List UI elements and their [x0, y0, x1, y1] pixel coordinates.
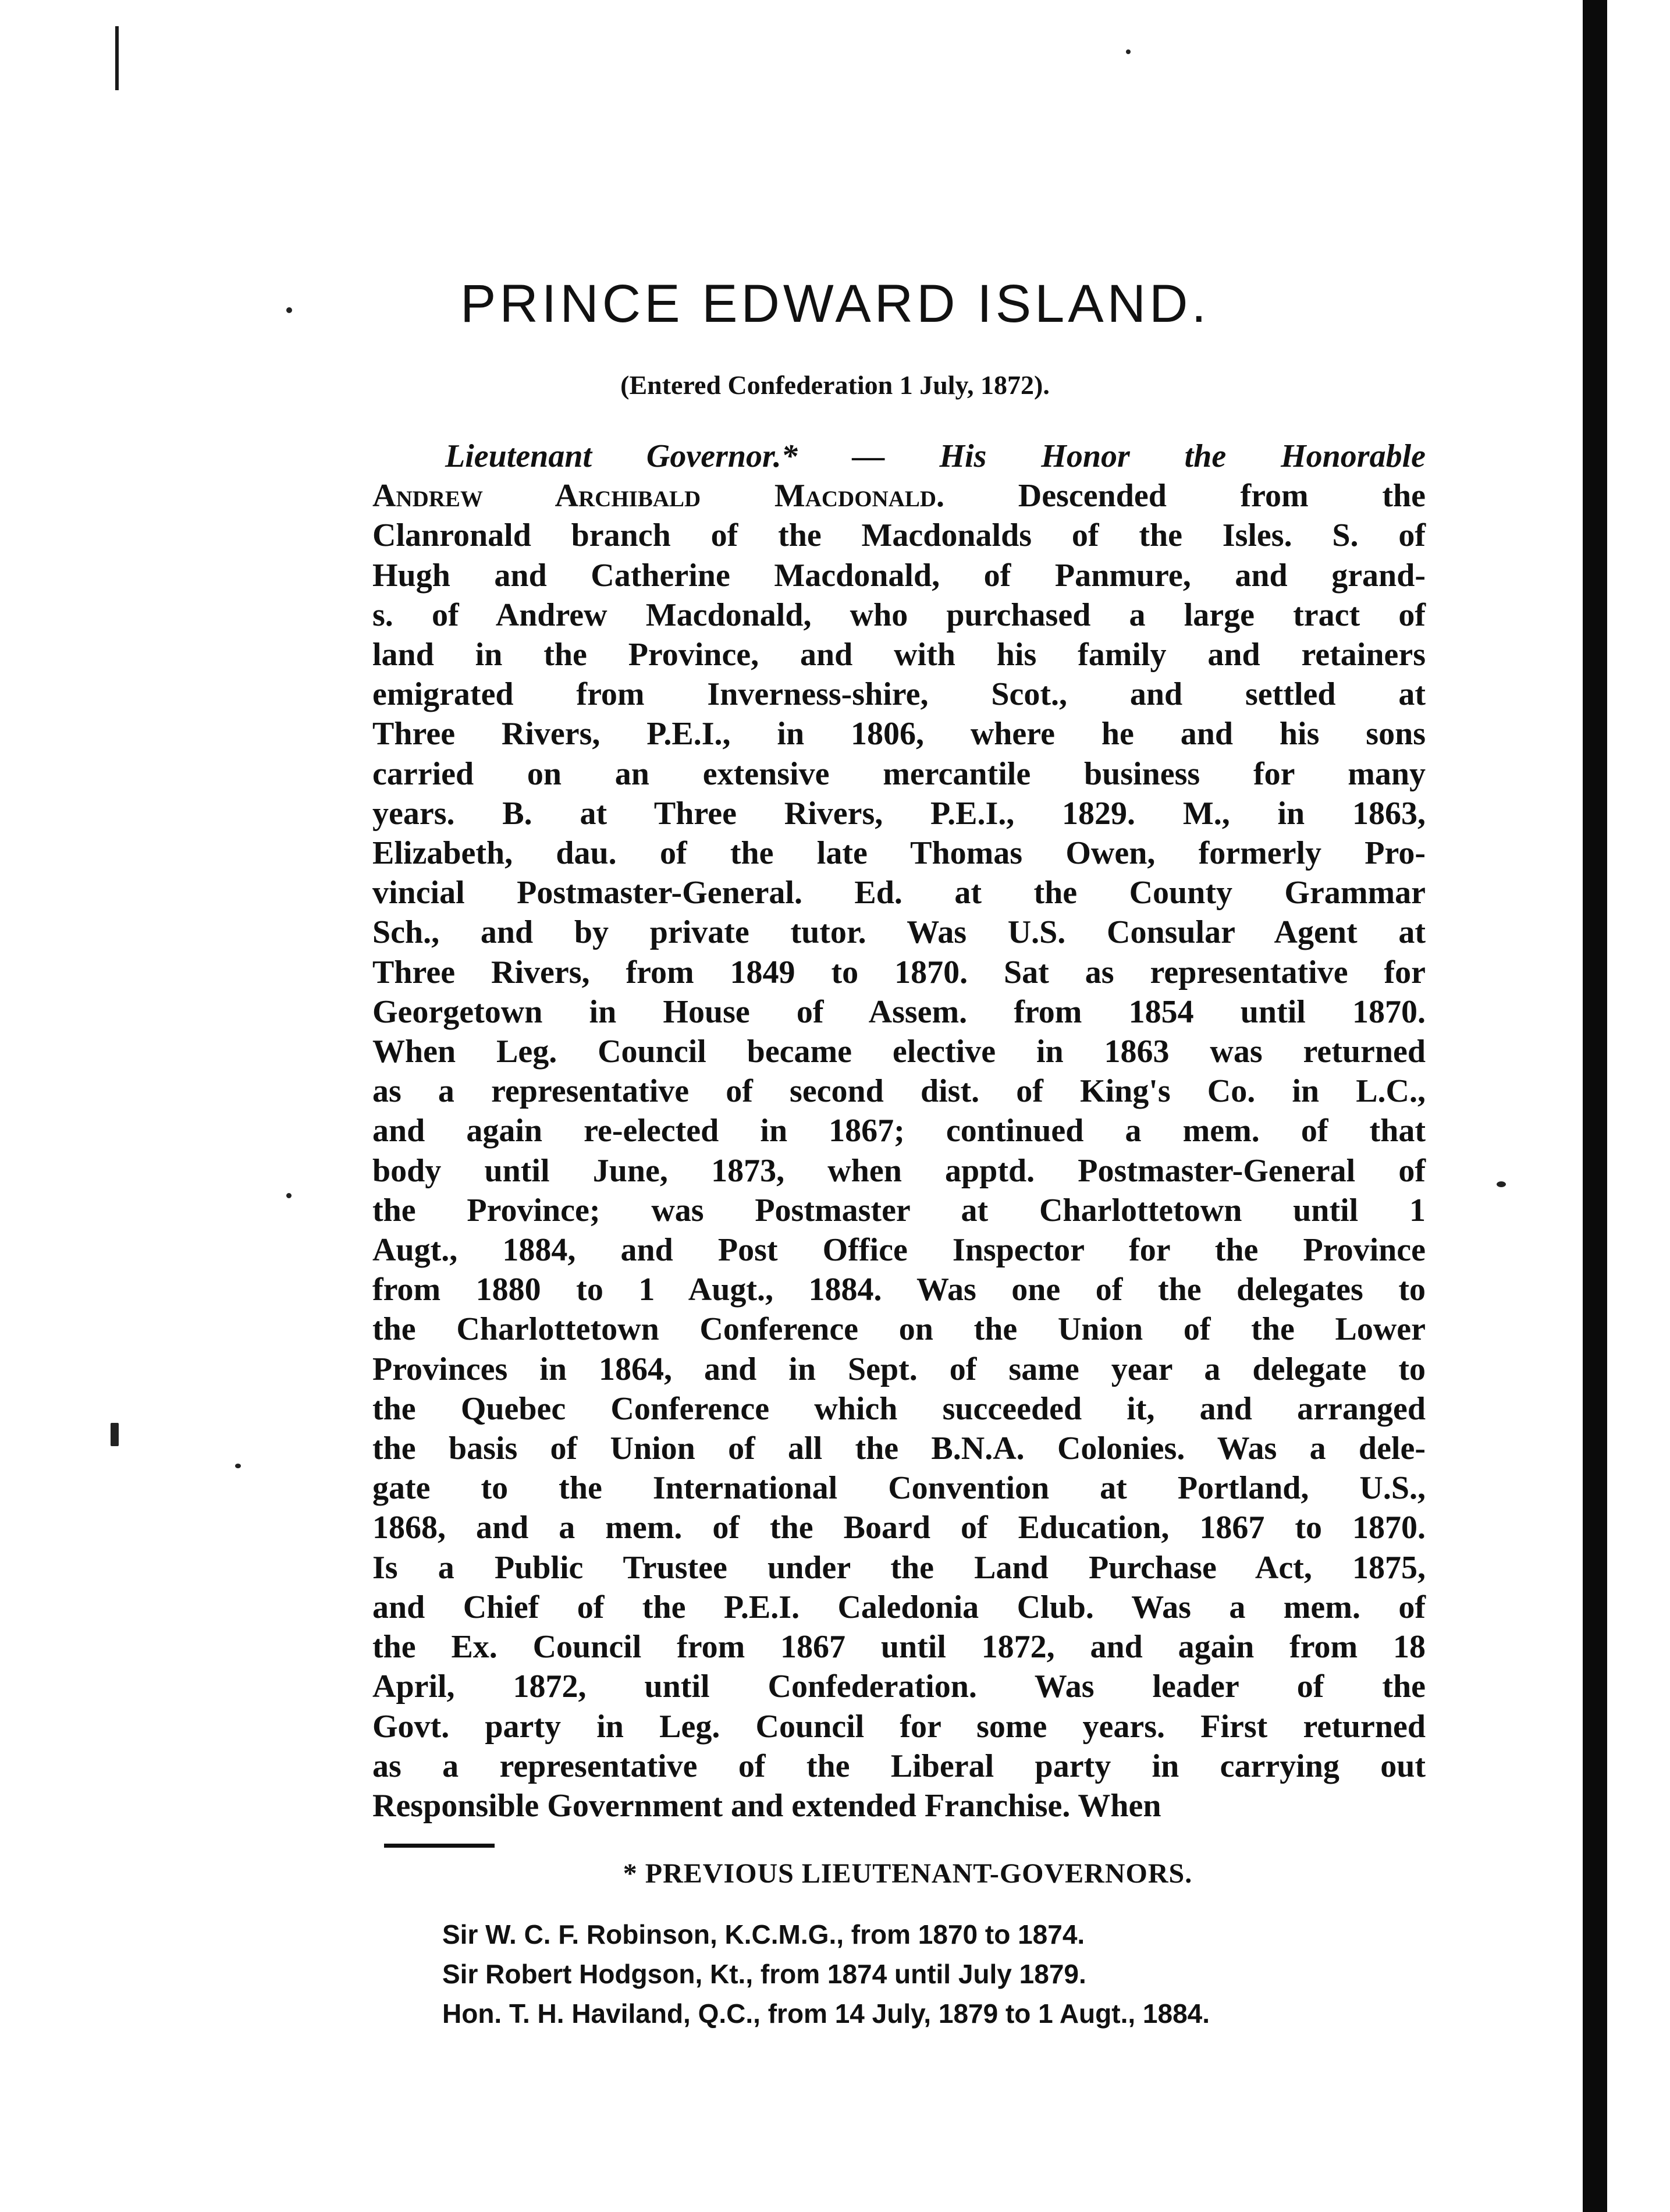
body-line: years. B. at Three Rivers, P.E.I., 1829. M., in 1863, — [372, 795, 1426, 832]
body-line: When Leg. Council became elective in 1863 was returned — [372, 1034, 1426, 1070]
scan-speck — [235, 1464, 241, 1468]
body-line: Sch., and by private tutor. Was U.S. Consular Agent at — [372, 914, 1426, 951]
body-line: Hugh and Catherine Macdonald, of Panmure, and grand- — [372, 557, 1426, 594]
footnote-item: Sir Robert Hodgson, Kt., from 1874 until July 1879. — [442, 1959, 1086, 1989]
body-line: the Quebec Conference which succeeded it, and arranged — [372, 1390, 1426, 1427]
body-line: and Chief of the P.E.I. Caledonia Club. Was a mem. of — [372, 1589, 1426, 1625]
body-line: Provinces in 1864, and in Sept. of same year a delegate to — [372, 1351, 1426, 1387]
body-line: vincial Postmaster-General. Ed. at the County Grammar — [372, 875, 1426, 911]
footnote-item: Sir W. C. F. Robinson, K.C.M.G., from 1870 to 1874. — [442, 1919, 1085, 1950]
body-line: Augt., 1884, and Post Office Inspector for the Province — [372, 1232, 1426, 1269]
body-line: Andrew Archibald Macdonald. Descended from the — [372, 478, 1426, 514]
scan-speck — [111, 1423, 119, 1446]
body-line: Georgetown in House of Assem. from 1854 until 1870. — [372, 993, 1426, 1030]
footnote-rule — [384, 1844, 495, 1848]
body-line: 1868, and a mem. of the Board of Education, 1867 to 1870. — [372, 1510, 1426, 1546]
body-line: body until June, 1873, when apptd. Postmaster-General of — [372, 1152, 1426, 1189]
body-line: the basis of Union of all the B.N.A. Colonies. Was a dele- — [372, 1430, 1426, 1467]
body-line: carried on an extensive mercantile business for many — [372, 755, 1426, 792]
body-line: April, 1872, until Confederation. Was leader of the — [372, 1668, 1426, 1705]
scan-speck — [1497, 1181, 1506, 1187]
body-line: Clanronald branch of the Macdonalds of the Isles. S. of — [372, 517, 1426, 554]
body-line: Is a Public Trustee under the Land Purchase Act, 1875, — [372, 1549, 1426, 1586]
body-line: as a representative of the Liberal party in carrying out — [372, 1748, 1426, 1784]
body-line: from 1880 to 1 Augt., 1884. Was one of the delegates to — [372, 1272, 1426, 1308]
body-line: gate to the International Convention at Portland, U.S., — [372, 1470, 1426, 1507]
biography-paragraph — [372, 436, 1426, 1826]
scan-speck — [286, 1193, 292, 1198]
body-line: Elizabeth, dau. of the late Thomas Owen, formerly Pro- — [372, 835, 1426, 872]
lead-italic-text: Lieutenant Governor.* — His Honor the Honorable — [445, 438, 1426, 474]
body-line: Three Rivers, from 1849 to 1870. Sat as representative for — [372, 954, 1426, 990]
subject-name: Andrew Archibald Macdonald. — [372, 478, 945, 514]
footnote-heading: * PREVIOUS LIEUTENANT-GOVERNORS. — [623, 1858, 1193, 1889]
scan-edge-mark — [115, 26, 119, 90]
body-line — [372, 436, 1426, 476]
body-line: emigrated from Inverness-shire, Scot., and settled at — [372, 676, 1426, 713]
body-line: and again re-elected in 1867; continued a mem. of that — [372, 1113, 1426, 1149]
body-line: as a representative of second dist. of King's Co. in L.C., — [372, 1073, 1426, 1110]
body-line: the Province; was Postmaster at Charlottetown until 1 — [372, 1192, 1426, 1229]
page-subtitle: (Entered Confederation 1 July, 1872). — [620, 370, 1050, 400]
body-line: the Ex. Council from 1867 until 1872, and again from 18 — [372, 1629, 1426, 1666]
footnote-item: Hon. T. H. Haviland, Q.C., from 14 July, 1879 to 1 Augt., 1884. — [442, 1998, 1210, 2029]
footnote-list — [442, 1915, 1431, 2033]
body-line: the Charlottetown Conference on the Union of the Lower — [372, 1311, 1426, 1348]
page-title: PRINCE EDWARD ISLAND. — [460, 274, 1210, 333]
body-line: s. of Andrew Macdonald, who purchased a large tract of — [372, 597, 1426, 633]
body-line: land in the Province, and with his family and retainers — [372, 637, 1426, 673]
body-line: Three Rivers, P.E.I., in 1806, where he and his sons — [372, 716, 1426, 752]
body-line: Govt. party in Leg. Council for some years. First returned — [372, 1708, 1426, 1745]
body-line: Responsible Government and extended Franchise. When — [372, 1787, 1161, 1824]
scan-speck — [1126, 49, 1131, 54]
